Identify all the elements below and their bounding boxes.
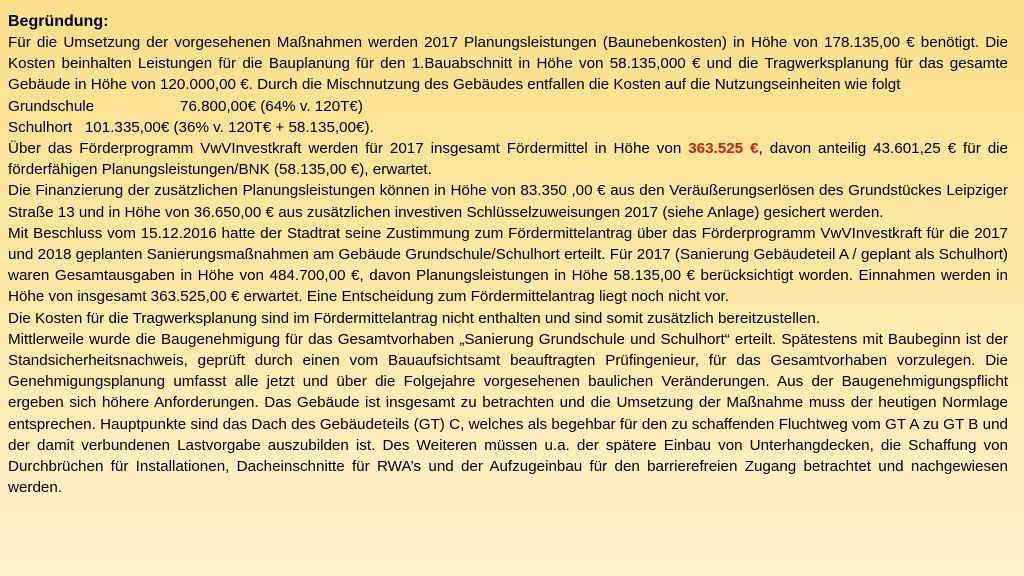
paragraph-building-permit: Mittlerweile wurde die Baugenehmigung für das Gesamtvorhaben „Sanierung Grundschule und Schulhort“ erteilt. Spätestens mit Baubeginn ist der Standsicherheitsnachweis, geprüft durch einen vom Bauaufsichtsamt beauftragten Prüfingenieur, für das Gesamtvorhaben vorzulegen. Die Genehmigungsplanung umfasst alle jetzt und über die Folgejahre vorgesehenen baulichen Veränderungen. Aus der Baugenehmigungspflicht ergeben sich höhere Anforderungen. Das Gebäude ist insgesamt zu betrachten und die Umsetzung der Maßnahme muss der heutigen Normlage entsprechen. Hauptpunkte sind das Dach des Gebäudeteils (GT) C, welches als begehbar für den zu schaffenden Fluchtweg vom GT A zu GT B und der damit verbundenen Lastvorgabe auszubilden ist. Des Weiteren müssen u.a. der spätere Einbau von Unterhangdecken, die Schaffung von Durchbrüchen für Installationen, Dacheinschnitte für RWA’s und der Aufzugeinbau für den barrierefreien Zugang betrachtet und nachgewiesen werden.	[8, 330, 1008, 497]
cost-label-grundschule: Grundschule	[8, 97, 95, 115]
cost-line-schulhort: Schulhort 101.335,00€ (36% v. 120T€ + 58.135,00€).	[8, 118, 374, 136]
funding-text-end: , davon anteilig 43.601,25 € für die förderfähigen Planungsleistungen/BNK (58.135,00 €), erwartet.	[8, 140, 1008, 179]
slide-content	[8, 12, 1008, 498]
paragraph-financing: Die Finanzierung der zusätzlichen Planungsleistungen können in Höhe von 83.350 ,00 € aus den Veräußerungserlösen des Grundstückes Leipziger Straße 13 und in Höhe von 36.650,00 € aus zusätzlichen investiven Schlüsselzuweisungen 2017 (siehe Anlage) gesichert werden.	[8, 182, 1008, 221]
paragraph-resolution: Mit Beschluss vom 15.12.2016 hatte der Stadtrat seine Zustimmung zum Fördermittelantrag über das Förderprogramm VwVInvestkraft für die 2017 und 2018 geplanten Sanierungsmaßnahmen am Gebäude Grundschule/Schulhort erteilt. Für 2017 (Sanierung Gebäudeteil A / geplant als Schulhort) waren Gesamtausgaben in Höhe von 484.700,00 €, davon Planungsleistungen in Höhe 58.135,00 € berücksichtigt worden. Einnahmen werden in Höhe von insgesamt 363.525,00 € erwartet. Eine Entscheidung zum Fördermittelantrag liegt noch nicht vor.	[8, 224, 1008, 306]
funding-text-start: Über das Förderprogramm VwVInvestkraft werden für 2017 insgesamt Fördermittel in Höhe von	[8, 140, 689, 158]
cost-line-grundschule	[8, 96, 1008, 117]
section-heading: Begründung:	[8, 13, 109, 30]
paragraph-costs: Für die Umsetzung der vorgesehenen Maßnahmen werden 2017 Planungsleistungen (Baunebenkosten) in Höhe von 178.135,00 € benötigt. Die Kosten beinhalten Leistungen für die Bauplanung für den 1.Bauabschnitt in Höhe von 58.135,000 € und die Tragwerksplanung für das gesamte Gebäude in Höhe von 120.000,00 €. Durch die Mischnutzung des Gebäudes entfallen die Kosten auf die Nutzungseinheiten wie folgt	[8, 34, 1008, 94]
funding-amount-highlight: 363.525 €	[688, 140, 759, 158]
cost-value-grundschule: 76.800,00€ (64% v. 120T€)	[180, 97, 363, 115]
paragraph-funding	[8, 138, 1008, 180]
paragraph-structural-costs: Die Kosten für die Tragwerksplanung sind im Fördermittelantrag nicht enthalten und sind somit zusätzlich bereitzustellen.	[8, 309, 821, 327]
